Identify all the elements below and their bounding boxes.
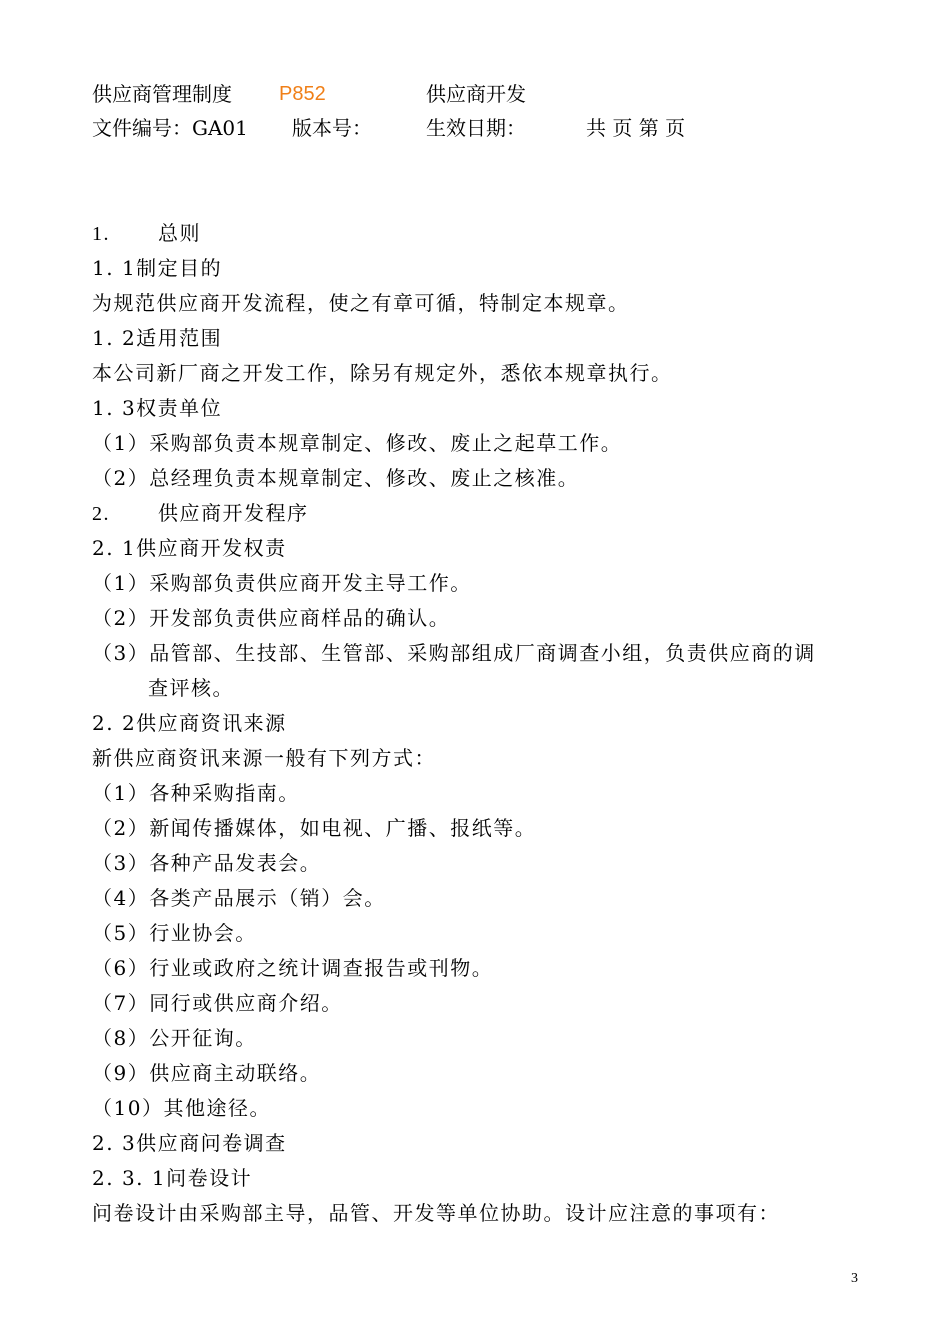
list-item: （1）采购部负责供应商开发主导工作。	[92, 571, 472, 595]
doc-page-count: 共 页 第 页	[586, 116, 686, 140]
list-item: （8）公开征询。	[92, 1026, 257, 1050]
section-title: 供应商开发程序	[158, 501, 309, 525]
paragraph: 问卷设计由采购部主导，品管、开发等单位协助。设计应注意的事项有：	[92, 1201, 780, 1225]
doc-effective-date: 生效日期：	[426, 116, 526, 140]
subsection-heading: 2. 3. 1问卷设计	[92, 1166, 253, 1190]
list-item: （3）各种产品发表会。	[92, 851, 322, 875]
subsection-heading: 2. 3供应商问卷调查	[92, 1131, 287, 1155]
page-number: 3	[851, 1271, 858, 1286]
section-number: 2.	[92, 503, 110, 525]
section-title: 总则	[158, 221, 201, 245]
list-item-continuation: 查评核。	[148, 676, 234, 700]
list-item: （5）行业协会。	[92, 921, 257, 945]
list-item: （2）开发部负责供应商样品的确认。	[92, 606, 451, 630]
list-item: （9）供应商主动联络。	[92, 1061, 322, 1085]
paragraph: 新供应商资讯来源一般有下列方式：	[92, 746, 436, 770]
section-heading	[92, 216, 872, 251]
paragraph: 为规范供应商开发流程，使之有章可循，特制定本规章。	[92, 291, 630, 315]
list-item: （2）新闻传播媒体，如电视、广播、报纸等。	[92, 816, 537, 840]
paragraph: 本公司新厂商之开发工作，除另有规定外，悉依本规章执行。	[92, 361, 673, 385]
doc-number: 文件编号：GA01	[92, 116, 248, 140]
list-item: （3）品管部、生技部、生管部、采购部组成厂商调查小组，负责供应商的调	[92, 641, 816, 665]
list-item: （1）各种采购指南。	[92, 781, 300, 805]
doc-subject: 供应商开发	[426, 82, 526, 106]
doc-title: 供应商管理制度	[92, 82, 232, 106]
subsection-heading: 1. 3权责单位	[92, 396, 223, 420]
list-item: （4）各类产品展示（销）会。	[92, 886, 386, 910]
list-item: （6）行业或政府之统计调查报告或刊物。	[92, 956, 494, 980]
section-heading	[92, 496, 872, 531]
subsection-heading: 1. 1制定目的	[92, 256, 223, 280]
doc-code: P852	[279, 83, 326, 105]
subsection-heading: 1. 2适用范围	[92, 326, 223, 350]
subsection-heading: 2. 2供应商资讯来源	[92, 711, 287, 735]
list-item: （1）采购部负责本规章制定、修改、废止之起草工作。	[92, 431, 623, 455]
document-body	[92, 216, 872, 1231]
list-item: （7）同行或供应商介绍。	[92, 991, 343, 1015]
doc-version: 版本号：	[292, 116, 372, 140]
subsection-heading: 2. 1供应商开发权责	[92, 536, 287, 560]
list-item: （10）其他途径。	[92, 1096, 271, 1120]
section-number: 1.	[92, 223, 110, 245]
list-item: （2）总经理负责本规章制定、修改、废止之核准。	[92, 466, 580, 490]
